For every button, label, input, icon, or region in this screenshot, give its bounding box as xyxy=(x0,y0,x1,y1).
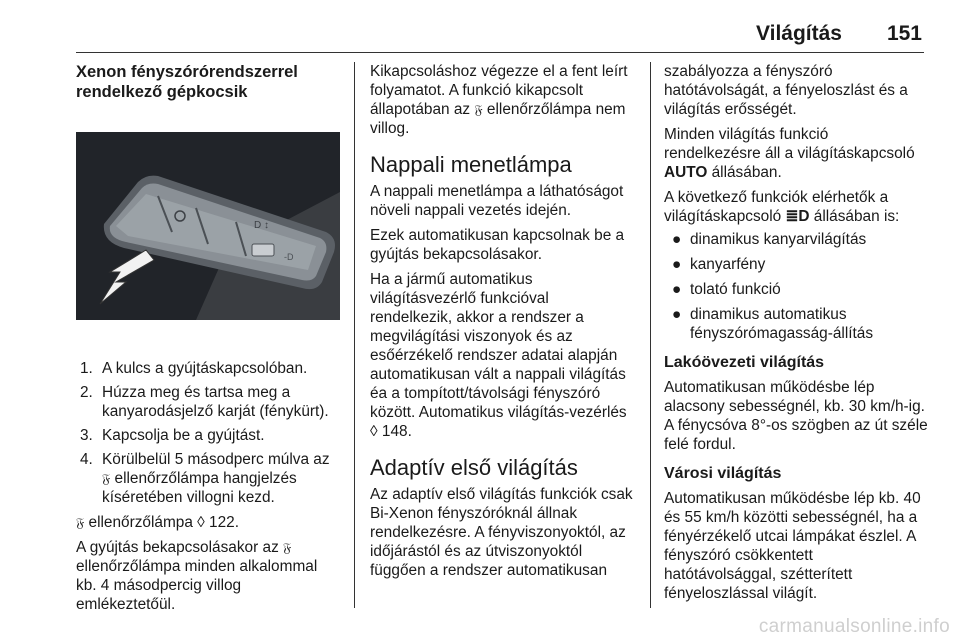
procedure-list xyxy=(76,359,342,507)
bullet-icon: ● xyxy=(672,281,682,298)
bullet-icon: ● xyxy=(672,231,682,248)
column-1 xyxy=(76,62,342,620)
paragraph: szabályozza a fényszóró hatótávolságát, a fényeloszlást és a világítás erősségét. xyxy=(664,63,908,118)
section-heading-xenon: Xenon fényszórórendszerrel rendelkező gépkocsik xyxy=(76,63,298,101)
paragraph: Az adaptív első világítás funkciók csak Bi-Xenon fényszóróknál állnak rendelkezésre. A fényviszonyoktól, az időjárástól és az útviszonyoktól függően a rendszer automatikusan xyxy=(370,486,633,579)
paragraph: A következő funkciók elérhetők a világításkapcsoló ≣D állásában is: xyxy=(664,189,900,225)
paragraph: Ezek automatikusan kapcsolnak be a gyújtás bekapcsolásakor. xyxy=(370,227,625,263)
section-heading-adaptive: Adaptív első világítás xyxy=(370,455,578,480)
column-divider xyxy=(354,62,355,608)
page-header xyxy=(0,0,960,55)
svg-text:D ↕: D ↕ xyxy=(254,220,269,231)
warning-lamp-icon: 𝔉 xyxy=(283,540,292,555)
chapter-title: Világítás xyxy=(756,22,842,45)
paragraph: Automatikusan működésbe lép alacsony sebességnél, kb. 30 km/h-ig. A fénycsóva 8°-os szögben az út széle felé fordul. xyxy=(664,379,928,453)
list-item: ● tolató funkció xyxy=(672,281,781,298)
turn-signal-lever-photo xyxy=(76,132,340,320)
warning-lamp-icon: 𝔉 xyxy=(474,102,483,117)
list-item: 2. Húzza meg és tartsa meg a kanyarodásjelző karját (fénykürt). xyxy=(80,384,329,420)
list-item: 1. A kulcs a gyújtáskapcsolóban. xyxy=(80,360,308,377)
warning-lamp-icon: 𝔉 xyxy=(76,515,85,530)
auto-switch-label: AUTO xyxy=(664,164,708,181)
column-2 xyxy=(370,62,634,586)
subheading-town-lighting: Lakóövezeti világítás xyxy=(664,354,825,371)
svg-text:-D: -D xyxy=(284,252,294,262)
feature-list xyxy=(664,230,928,343)
paragraph: Ha a jármű automatikus világításvezérlő funkcióval rendelkezik, akkor a rendszer a megvilágítási viszonyok és az esőérzékelő rendszer adatai alapján automatikusan vált a nappali világítás éa a tompított/távolsági fényszóró között. Automatikus világítás-vezérlés ◊ 148. xyxy=(370,271,627,440)
column-divider xyxy=(650,62,651,608)
paragraph: Kikapcsoláshoz végezze el a fent leírt folyamatot. A funkció kikapcsolt állapotában az 𝔉 ellenőrzőlámpa nem villog. xyxy=(370,63,628,137)
list-item: ● dinamikus automatikus fényszórómagasság-állítás xyxy=(672,306,874,342)
list-item: 4. Körülbelül 5 másodperc múlva az 𝔉 ellenőrzőlámpa hangjelzés kíséretében villogni kezd. xyxy=(80,451,330,506)
bullet-icon: ● xyxy=(672,306,682,323)
watermark: carmanualsonline.info xyxy=(758,616,950,637)
page-number: 151 xyxy=(886,22,922,45)
header-divider xyxy=(76,52,924,53)
list-item: ● kanyarfény xyxy=(672,256,766,273)
cross-reference: 𝔉 ellenőrzőlámpa ◊ 122. xyxy=(76,514,240,531)
page-ref-arrow-icon: ◊ xyxy=(370,423,378,440)
paragraph: A gyújtás bekapcsolásakor az 𝔉 ellenőrzőlámpa minden alkalommal kb. 4 másodpercig villog emlékeztetőül. xyxy=(76,539,318,613)
page-ref-arrow-icon: ◊ xyxy=(197,514,205,531)
paragraph: Automatikusan működésbe lép kb. 40 és 55 km/h közötti sebességnél, ha a fényérzékelő utcai lámpákat észlel. A fényszóró csökkentett hatótávolsággal, szétterített fényeloszlással világít. xyxy=(664,490,921,602)
paragraph: Minden világítás funkció rendelkezésre áll a világításkapcsoló AUTO állásában. xyxy=(664,126,915,181)
paragraph: A nappali menetlámpa a láthatóságot növeli nappali vezetés idején. xyxy=(370,183,624,219)
list-item: ● dinamikus kanyarvilágítás xyxy=(672,231,867,248)
list-item: 3. Kapcsolja be a gyújtást. xyxy=(80,427,265,444)
column-3 xyxy=(664,62,928,609)
headlight-icon: ≣D xyxy=(785,208,810,225)
bullet-icon: ● xyxy=(672,256,682,273)
section-heading-daylight: Nappali menetlámpa xyxy=(370,152,572,177)
subheading-city-lighting: Városi világítás xyxy=(664,465,782,482)
warning-lamp-icon: 𝔉 xyxy=(102,471,111,486)
